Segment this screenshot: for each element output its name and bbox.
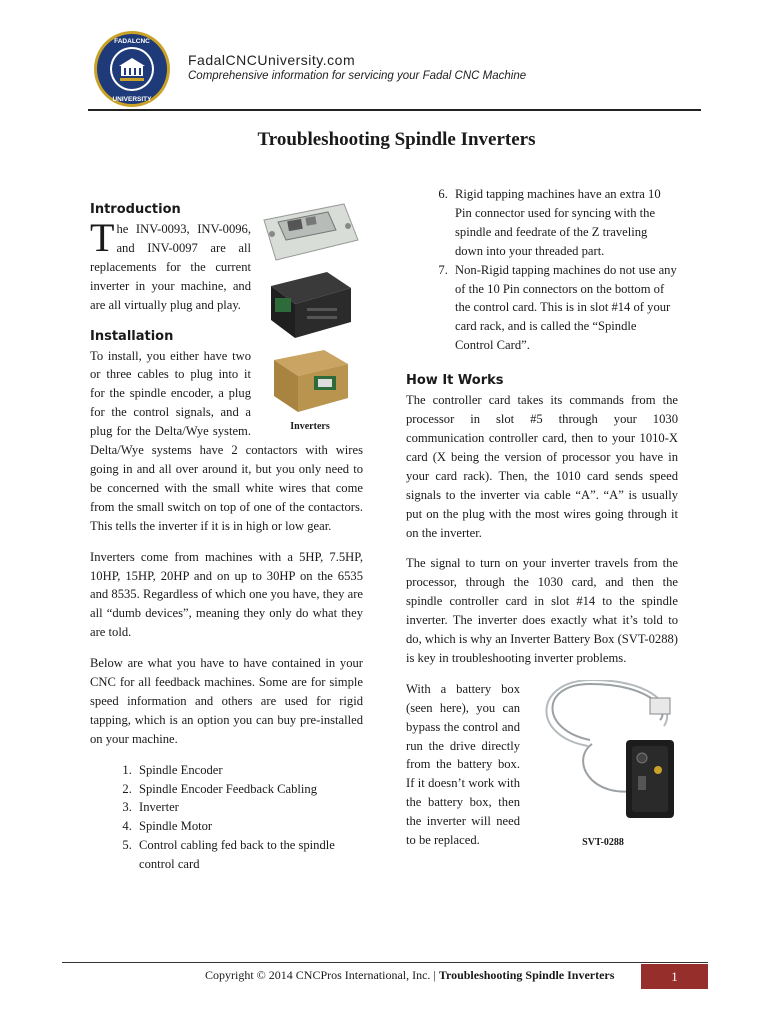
site-name: FadalCNCUniversity.com — [188, 52, 356, 68]
how-it-works-heading: How It Works — [406, 373, 504, 389]
svg-text:FADALCNC: FADALCNC — [114, 38, 150, 45]
list-item: 7. Non-Rigid tapping machines do not use any of the 10 Pin connectors on the bottom of the control card. This is in slot #14 of your card rack, and is called the “Spindle Control Card”. — [451, 261, 678, 356]
header-divider — [88, 109, 701, 111]
document-title: Troubleshooting Spindle Inverters — [257, 129, 536, 150]
how-it-works-paragraph-3: With a battery box (seen here), you can bypass the control and run the drive directly from the battery box. If it doesn’t work with the battery box, then the inverter will need to be replaced. — [406, 681, 520, 848]
introduction-text: he INV-0093, INV-0096, and INV-0097 are all replacements for the current inverter in your machine, and are all virtually plug and play. — [90, 222, 251, 312]
installation-paragraph-3: Below are what you have to have contained in your CNC for all feedback machines. Some are for simple speed information and others are used for rigid tapping, which is an option you can buy pre-installed on your machine. — [90, 656, 363, 746]
drop-cap: T — [90, 215, 115, 260]
inverter-image-2 — [267, 268, 353, 342]
feedback-components-list — [135, 761, 363, 874]
continued-list — [451, 185, 678, 355]
installation-paragraph-2: Inverters come from machines with a 5HP, 7.5HP, 10HP, 15HP, 20HP and on up to 30HP on the 6535 and 8535. Regardless of which one you have, they are all “dumb devices”, meaning they only do what they are told. — [90, 549, 363, 640]
list-item: 6. Rigid tapping machines have an extra 10 Pin connector used for syncing with the spindle and feedrate of the Z traveling down into your threaded part. — [451, 185, 678, 261]
university-seal-logo — [93, 30, 171, 108]
page-number: 1 — [641, 964, 708, 989]
list-item: 4. Spindle Motor — [135, 817, 363, 836]
list-item: 5. Control cabling fed back to the spindle control card — [135, 836, 363, 874]
how-it-works-paragraph-2: The signal to turn on your inverter travels from the processor, through the 1030 card, and then the spindle controller card in slot #14 to the spindle inverter. The inverter does exactly what it’s told to do, which is why an Inverter Battery Box (SVT-0288) is key in troubleshooting inverter problems. — [406, 556, 679, 665]
copyright-text: Copyright © 2014 CNCPros International, Inc. | — [205, 968, 436, 982]
introduction-heading: Introduction — [90, 202, 181, 217]
site-tagline: Comprehensive information for servicing your Fadal CNC Machine — [188, 70, 527, 82]
list-item: 3. Inverter — [135, 798, 363, 817]
footer-divider — [62, 962, 708, 963]
list-item: 1. Spindle Encoder — [135, 761, 363, 780]
svg-text:UNIVERSITY: UNIVERSITY — [112, 96, 152, 103]
right-column — [406, 185, 678, 862]
installation-paragraph-1: To install, you either have two or three cables to plug into it for the spindle encoder, a plug for the control signals, and a plug for the Delta/Wye system. Delta/Wye systems have 2 contactors with wires going in and all over around it, but you only need to be concerned with the small white wires that come from the small switch on top of one of the contactors. This tells the inverter if it is in high or low gear. — [90, 348, 363, 533]
battery-box-figure — [528, 680, 678, 850]
battery-box-caption: SVT-0288 — [582, 836, 624, 848]
inverter-image-1 — [258, 200, 362, 264]
footer-text — [205, 968, 614, 983]
inverters-figure — [257, 200, 363, 434]
installation-heading: Installation — [90, 328, 174, 344]
list-item: 2. Spindle Encoder Feedback Cabling — [135, 780, 363, 799]
battery-box-image — [530, 680, 676, 830]
how-it-works-paragraph-1: The controller card takes its commands from the processor in slot #5 through your 1030 communication controller card, then to your 1010-X card (X being the version of processor you have in your card rack). Then, the 1010 card sends speed signals to the inverter via cable “A”. “A” is usually put on the plug with the most wires going through it on the inverter. — [406, 393, 678, 540]
footer-doc-title: Troubleshooting Spindle Inverters — [438, 968, 615, 982]
inverters-caption: Inverters — [290, 421, 330, 432]
left-column — [90, 200, 363, 874]
inverter-image-3 — [270, 346, 350, 416]
